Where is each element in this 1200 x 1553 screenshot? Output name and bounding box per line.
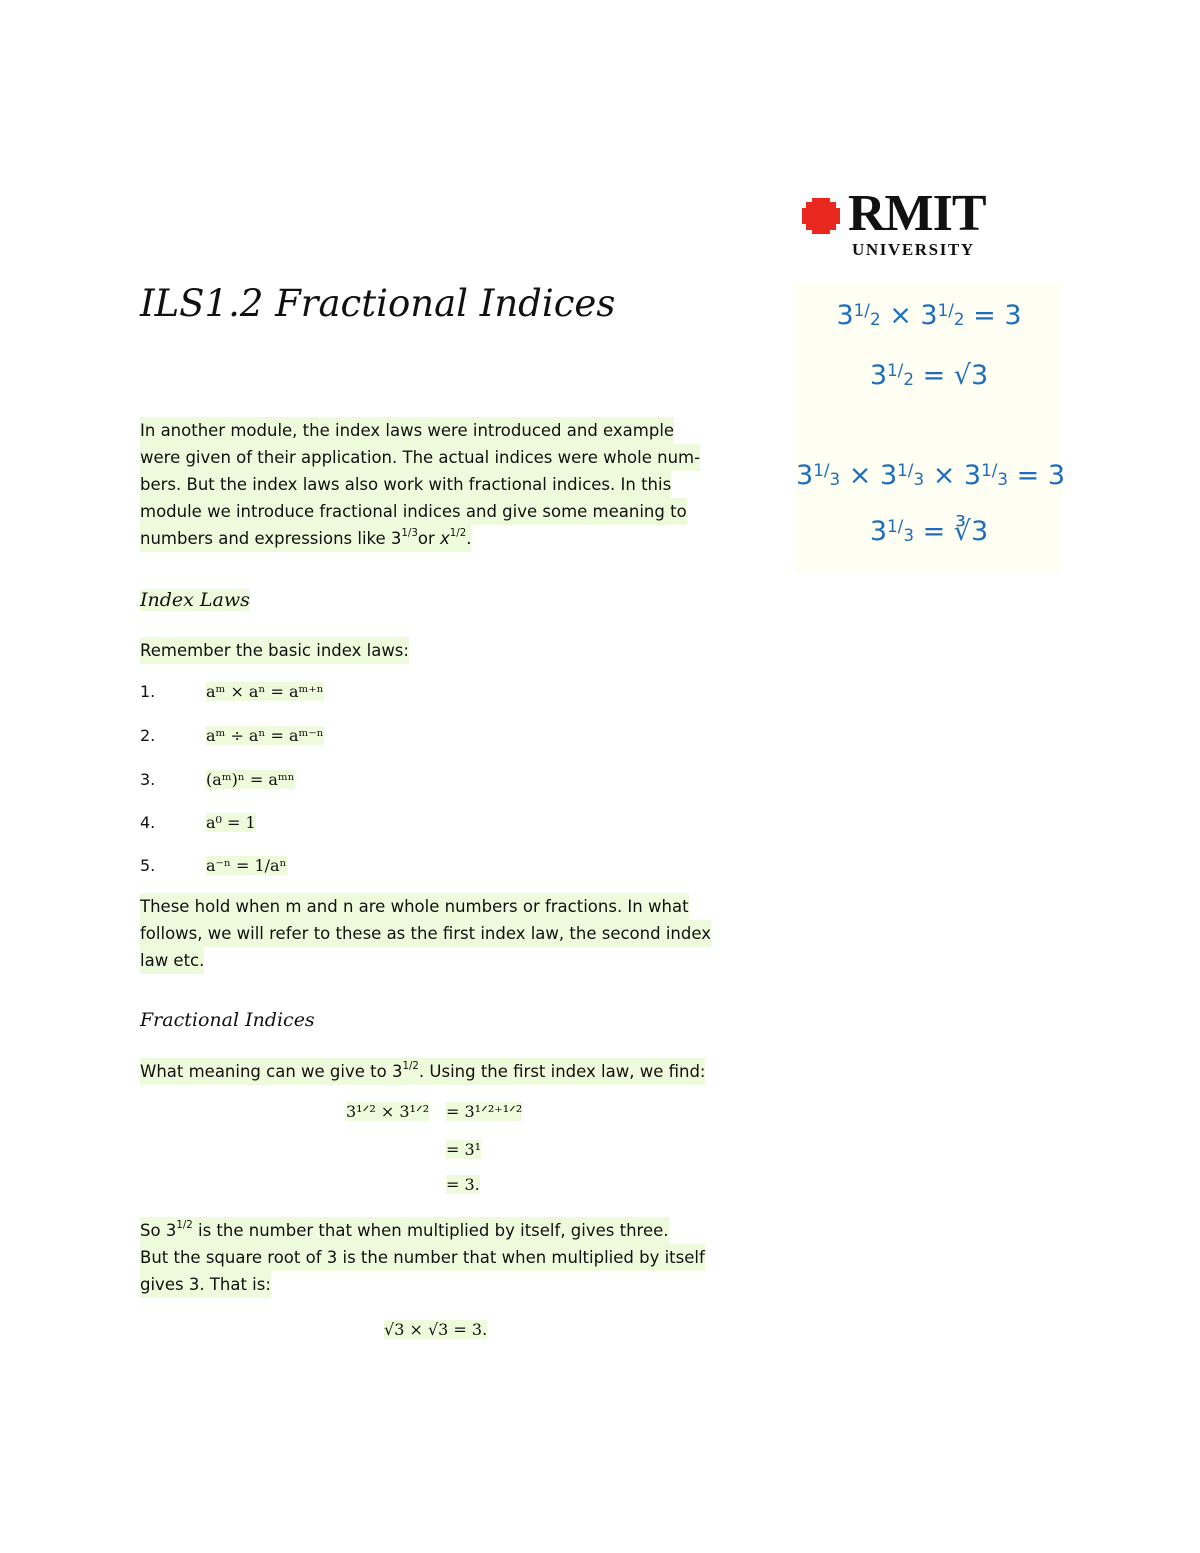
index-laws-note: These hold when m and n are whole numbers or fractions. In what follows, we will refer to these as the first index law, the second index law etc. xyxy=(140,893,750,974)
index-law-4: 4. a⁰ = 1 xyxy=(140,813,256,832)
derivation-lhs: 3¹ᐟ² × 3¹ᐟ² xyxy=(346,1102,430,1121)
rmit-pixel-logo-icon xyxy=(800,196,844,236)
final-equation: √3 × √3 = 3. xyxy=(384,1320,488,1339)
remember-text: Remember the basic index laws: xyxy=(140,637,750,664)
side-equation-2: $3^{1/2} = √3$ xyxy=(869,360,989,391)
index-laws-heading: Index Laws xyxy=(140,589,250,611)
side-equation-4: $3^{1/3}$ = ∛3 xyxy=(869,516,989,547)
intro-line: module we introduce fractional indices and give some meaning to xyxy=(140,498,687,525)
fractional-question: What meaning can we give to $3^{1/2}$. Using the first index law, we find: xyxy=(140,1058,750,1085)
fractional-index-illustration xyxy=(796,282,1066,572)
intro-line: were given of their application. The actual indices were whole num- xyxy=(140,444,700,471)
page-title: ILS1.2 Fractional Indices xyxy=(140,282,616,325)
index-law-2: 2. aᵐ ÷ aⁿ = aᵐ⁻ⁿ xyxy=(140,726,324,745)
intro-line: numbers and expressions like $3^{1/3}or$ $x^{1/2}$. xyxy=(140,525,471,552)
intro-line: In another module, the index laws were introduced and example xyxy=(140,417,674,444)
derivation-rhs-1: = 3¹ᐟ²⁺¹ᐟ² xyxy=(446,1102,523,1121)
side-equation-3: $3^{1/3} \times 3^{1/3} \times 3^{1/3} = 3$ xyxy=(796,460,1066,491)
fractional-indices-heading: Fractional Indices xyxy=(140,1009,315,1031)
logo-subtitle: UNIVERSITY xyxy=(852,240,975,259)
intro-line: bers. But the index laws also work with fractional indices. In this xyxy=(140,471,671,498)
index-law-1: 1. aᵐ × aⁿ = aᵐ⁺ⁿ xyxy=(140,682,324,701)
conclusion-paragraph: So $3^{1/2}$ is the number that when multiplied by itself, gives three. But the square root of 3 is the number that when multiplied by itself gives 3. That is: xyxy=(140,1217,750,1298)
derivation-rhs-3: = 3. xyxy=(446,1175,480,1194)
index-law-5: 5. a⁻ⁿ = 1/aⁿ xyxy=(140,856,287,875)
intro-paragraph xyxy=(140,417,750,552)
index-law-3: 3. (aᵐ)ⁿ = aᵐⁿ xyxy=(140,770,295,789)
derivation-rhs-2: = 3¹ xyxy=(446,1140,482,1159)
logo-wordmark: RMIT xyxy=(848,185,986,242)
side-equation-1: $3^{1/2} \times 3^{1/2} = 3$ xyxy=(836,300,1022,331)
rmit-logo xyxy=(800,185,1000,264)
